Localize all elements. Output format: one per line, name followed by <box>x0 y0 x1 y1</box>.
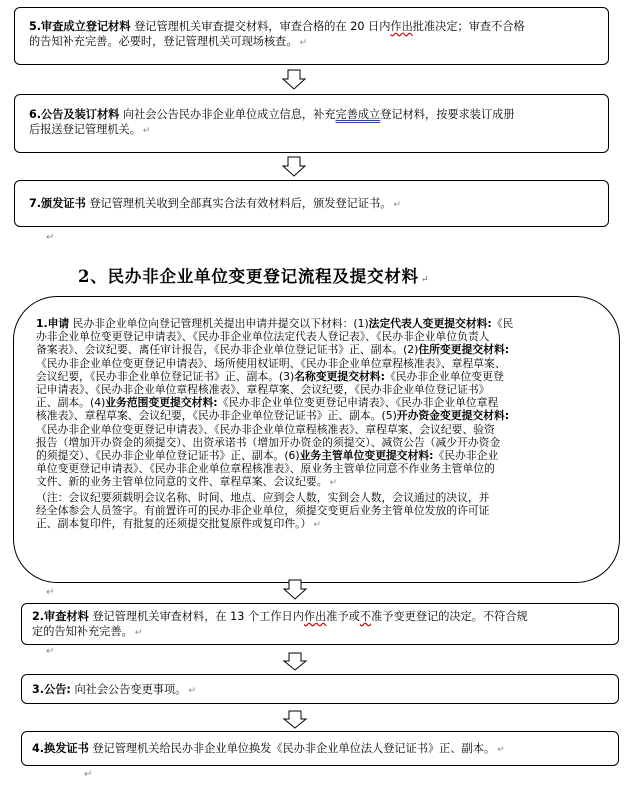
step7-line: 登记管理机关收到全部真实合法有效材料后，颁发登记证书。 <box>85 197 392 210</box>
paragraph-mark-icon: ↵ <box>142 126 151 136</box>
paragraph-mark-icon: ↵ <box>313 520 321 531</box>
change-step1-bold-segment: 名称变更提交材料: <box>294 369 385 383</box>
step7-title: 7.颁发证书 <box>29 197 86 210</box>
change-step1-bold-segment: 法定代表人变更提交材料: <box>368 317 492 330</box>
change-step1-bold-segment: 住所变更提交材料: <box>418 343 510 357</box>
change-step1-segment: 《民办非企业单位变更登记申请表》、场所使用权证明、《民办非企业单位章程核准表》、章程草案、 <box>36 356 506 370</box>
change-step1-segment: 的须提交）、《民办非企业单位登记证书》正、副本。(6) <box>36 449 300 463</box>
section-heading <box>78 263 478 287</box>
change-step2-text <box>32 609 614 641</box>
change-step4-line: 登记管理机关给民办非企业单位换发《民办非企业单位法人登记证书》正、副本。 <box>88 742 496 755</box>
paragraph-mark-icon: ↵ <box>46 646 55 657</box>
change-step1-segment: 《民办非企业单位变更登记申请表》、《民办非企业单位章程核准表》、章程草案、会议纪要、验资 <box>36 422 495 436</box>
change-step1-line <box>36 343 602 356</box>
change-step2-title: 2.审查材料 <box>32 610 89 623</box>
step6-text <box>29 107 604 139</box>
change-step1-line <box>36 449 602 462</box>
change-step1-segment: （注：会议纪要须载明会议名称、时间、地点、应到会人数，实到会人数，会议通过的决议，并 <box>36 490 490 504</box>
change-step1-bold-segment: 开办资金变更提交材料: <box>396 409 510 423</box>
step5-box <box>14 7 609 65</box>
change-step1-segment: 《民办非企业 <box>433 449 499 463</box>
change-step1-segment: 单位变更登记申请表》、《民办非企业单位章程核准表》、原业务主管单位同意不作业务主管单位的 <box>36 462 495 476</box>
paragraph-mark-icon: ↵ <box>420 275 430 285</box>
change-step1-line <box>36 517 602 532</box>
change-step1-segment: 《民办非企业单位变更登记申请表》、《民办非企业单位章程 <box>217 396 499 410</box>
change-step1-line <box>36 436 602 449</box>
change-step2-line1c: 准予或 <box>326 610 360 623</box>
down-arrow-icon <box>281 156 307 177</box>
change-step1-text <box>36 317 602 532</box>
change-step1-segment: 民办非企业单位向登记管理机关提出申请并提交以下材料：(1) <box>69 317 369 330</box>
paragraph-mark-icon: ↵ <box>46 587 55 598</box>
step6-line1b: 完善成立 <box>335 108 381 121</box>
change-step2-line1a: 登记管理机关审查材料，在 13 个工作日内 <box>88 610 304 623</box>
change-step2-line1d: 不 <box>359 610 372 623</box>
change-step1-segment: 《民办非企业单位变更登 <box>384 369 504 383</box>
change-step1-line <box>36 409 602 422</box>
change-step4-box <box>21 731 619 766</box>
change-step1-segment: 《民 <box>491 317 514 330</box>
section-heading-text: 2、民办非企业单位变更登记流程及提交材料 <box>78 267 419 286</box>
paragraph-mark-icon: ↵ <box>188 686 196 696</box>
step5-line2: 的告知补充完善。必要时，登记管理机关可现场核查。 <box>29 35 298 48</box>
change-step1-line <box>36 423 602 436</box>
paragraph-mark-icon: ↵ <box>84 769 93 780</box>
change-step2-box <box>21 603 619 645</box>
change-step1-line <box>36 462 602 475</box>
step7-box <box>14 180 609 227</box>
change-step3-text <box>32 682 614 699</box>
step6-box <box>14 94 609 153</box>
step5-text <box>29 19 604 51</box>
change-step1-bold-segment: 1.申请 <box>36 317 70 330</box>
change-step1-bold-segment: 业务主管单位变更提交材料: <box>299 449 434 463</box>
step5-title: 5.审查成立登记材料 <box>29 20 131 33</box>
change-step1-line <box>36 491 602 504</box>
paragraph-mark-icon: ↵ <box>329 478 338 489</box>
step6-line1c: 登记材料，按要求装订成册 <box>380 108 515 121</box>
change-step1-box <box>13 296 620 583</box>
change-step1-segment: 备案表》、会议纪要、离任审计报告，《民办非企业单位登记证书》正、副本。(2) <box>36 343 419 357</box>
change-step1-segment: 经全体参会人员签字。有前置许可的民办非企业单位，须提交变更后业务主管单位发放的许可证 <box>36 503 490 517</box>
paragraph-mark-icon: ↵ <box>393 200 401 210</box>
paragraph-mark-icon: ↵ <box>134 628 143 638</box>
change-step3-box <box>21 674 619 704</box>
step5-line1c: 批准决定；审查不合格 <box>412 20 525 33</box>
paragraph-mark-icon: ↵ <box>46 232 55 243</box>
step6-line2: 后报送登记管理机关。 <box>29 123 141 136</box>
step5-line1a: 登记管理机关审查提交材料，审查合格的在 20 日内 <box>130 20 391 33</box>
change-step1-line <box>36 396 602 409</box>
down-arrow-icon <box>281 69 307 90</box>
change-step4-title: 4.换发证书 <box>32 742 89 755</box>
change-step1-segment: 核准表》、章程草案、会议纪要，《民办非企业单位登记证书》正、副本。(5) <box>36 409 397 423</box>
change-step1-segment: 正、副本复印件，有批复的还须提交批复原件或复印件。） <box>36 517 312 531</box>
down-arrow-icon <box>282 579 308 600</box>
change-step1-segment: 报告（增加开办资金的须提交）、出资承诺书（增加开办资金的须提交）、减资公告（减少开办资金 <box>36 435 501 449</box>
change-step1-line <box>36 475 602 490</box>
change-step1-segment: 记申请表》、《民办非企业单位章程核准表》、章程草案、会议纪要，《民办非企业单位登记证书》 <box>36 383 490 397</box>
change-step4-text <box>32 741 614 758</box>
change-step2-line1b: 作出 <box>303 610 327 623</box>
down-arrow-icon <box>282 652 308 671</box>
change-step2-line2: 定的告知补充完善。 <box>32 625 133 638</box>
change-step1-line <box>36 357 602 370</box>
change-step3-title: 3.公告: <box>32 683 71 696</box>
step6-title: 6.公告及装订材料 <box>29 108 120 121</box>
step5-line1b: 作出 <box>390 20 413 33</box>
paragraph-mark-icon: ↵ <box>299 38 308 48</box>
change-step1-segment: 正、副本。(4) <box>36 396 106 410</box>
change-step1-line <box>36 504 602 517</box>
change-step1-bold-segment: 业务范围变更提交材料: <box>105 396 218 410</box>
change-step1-line <box>36 383 602 396</box>
change-step1-line <box>36 370 602 383</box>
change-step1-segment: 会议纪要，《民办非企业单位登记证书》正、副本。(3) <box>36 369 295 383</box>
change-step1-segment: 办非企业单位变更登记申请表》、《民办非企业单位法定代表人登记表》、《民办非企业单位负责人 <box>36 330 490 344</box>
change-step1-line <box>36 330 602 343</box>
change-step1-segment: 文件、新的业务主管单位同意的文件、章程草案、会议纪要。 <box>36 475 328 489</box>
paragraph-mark-icon: ↵ <box>497 745 505 755</box>
change-step3-line: 向社会公告变更事项。 <box>70 683 187 696</box>
step6-line1a: 向社会公告民办非企业单位成立信息，补充 <box>119 108 336 121</box>
down-arrow-icon <box>282 710 308 729</box>
step7-text <box>29 196 604 213</box>
change-step1-line <box>36 317 602 330</box>
change-step2-line1e: 准予变更登记的决定。不符合规 <box>371 610 528 623</box>
